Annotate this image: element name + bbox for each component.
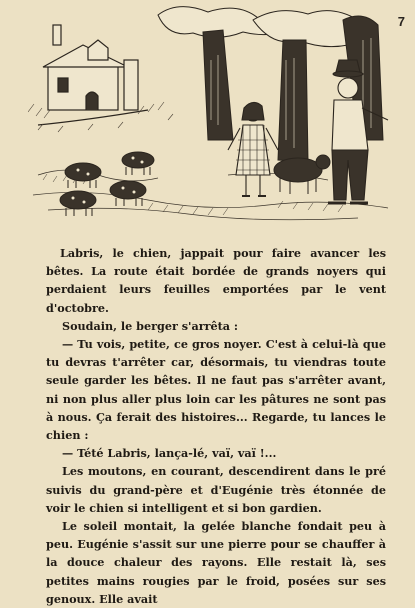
sheep-drawing: [60, 152, 154, 216]
paragraph: Le soleil montait, la gelée blanche fondait peu à peu. Eugénie s'assit sur une pierre pour se chauffer à la douce chaleur des rayons. Elle restait là, ses petites mains rougies par le froid, posées sur ses genoux. Elle avait: [46, 519, 386, 606]
paragraph: Soudain, le berger s'arrêta :: [62, 318, 239, 333]
story-text: [46, 244, 386, 608]
house-drawing: [38, 25, 148, 125]
girl-drawing: [228, 102, 278, 196]
paragraph: Les moutons, en courant, descendirent dans le pré suivis du grand-père et d'Eugénie très étonnée de voir le chien si intelligent et si bon gardien.: [46, 464, 386, 515]
paragraph: — Tu vois, petite, ce gros noyer. C'est à celui-là que tu devras t'arrêter car, désormais, tu viendras toute seule garder les bêtes. Il ne faut pas s'arrêter avant, ni non plus aller plus loin car les pâtures ne sont pas à nous. Ça ferait des histoires... Regarde, tu lances le chien :: [46, 337, 386, 443]
pastoral-drawing: [28, 0, 408, 230]
page-number: 7: [397, 14, 405, 29]
paragraph: Labris, le chien, jappait pour faire avancer les bêtes. La route était bordée de grands noyers qui perdaient leurs feuilles emportées par le vent d'octobre.: [46, 246, 386, 315]
dog-drawing: [274, 155, 330, 194]
paragraph: — Tété Labris, lança-lé, vaï, vaï !...: [62, 446, 277, 461]
